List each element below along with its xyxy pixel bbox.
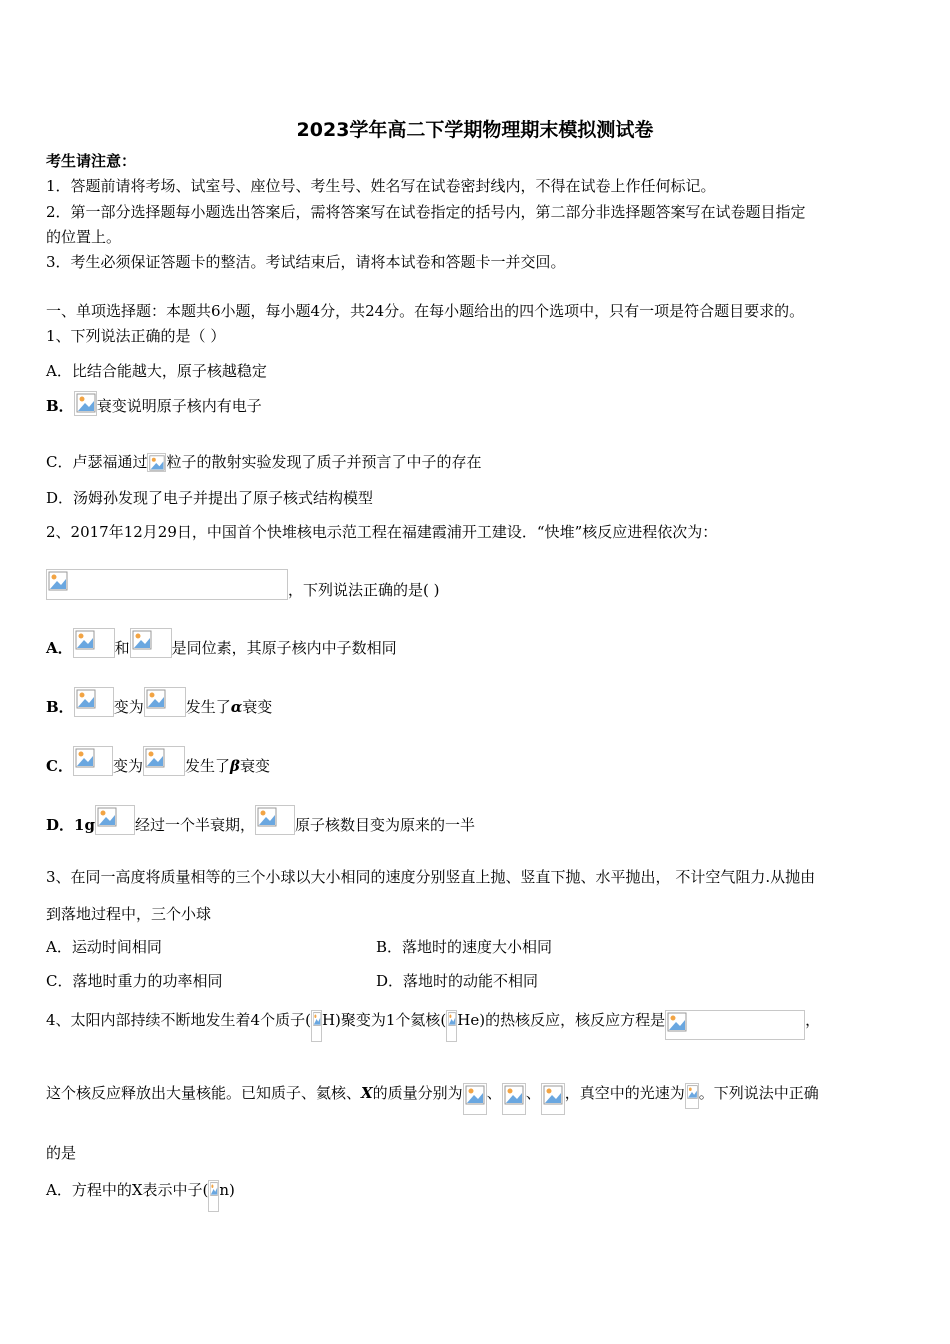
alpha-symbol: α — [230, 698, 243, 716]
q2-stem2: ，下列说法正确的是( ) — [288, 581, 440, 599]
broken-image-icon — [74, 391, 97, 416]
q4-s2c: ，真空中的光速为 — [564, 1084, 685, 1102]
notice-item-1: 1．答题前请将考场、试室号、座位号、考生号、姓名写在试卷密封线内，不得在试卷上作任何标记。 — [46, 177, 716, 195]
formula-image — [143, 746, 185, 776]
x-symbol: X — [361, 1084, 373, 1102]
q4-a-text: A．方程中的X表示中子( — [46, 1181, 209, 1199]
q4-s1c: He)的热核反应，核反应方程是 — [457, 1011, 666, 1029]
equation-image — [46, 569, 288, 600]
q1-c-label: C．卢瑟福通过 — [46, 453, 148, 471]
formula-image — [541, 1083, 565, 1115]
q1-stem: 1、下列说法正确的是（ ） — [46, 327, 226, 345]
q4-option-a — [46, 1180, 235, 1212]
q4-stem-3: 的是 — [46, 1144, 77, 1162]
q2-option-b — [46, 687, 272, 717]
q1-option-a: A．比结合能越大，原子核越稳定 — [46, 362, 267, 380]
q4-s1: 4、太阳内部持续不断地发生着4个质子( — [46, 1011, 311, 1029]
q2-c-end: 衰变 — [239, 757, 270, 775]
q2-equation-line — [46, 569, 439, 600]
formula-image — [130, 628, 172, 658]
formula-image — [255, 805, 295, 835]
q4-s2b: 的质量分别为 — [372, 1084, 463, 1102]
formula-image — [73, 628, 115, 658]
q2-d-text: 原子核数目变为原来的一半 — [294, 816, 475, 834]
q4-s2d: 。下列说法中正确 — [698, 1084, 819, 1102]
notice-heading: 考生请注意： — [46, 152, 137, 170]
notice-item-2a: 2．第一部分选择题每小题选出答案后，需将答案写在试卷指定的括号内，第二部分非选择题答案写在试卷题目指定 — [46, 203, 806, 221]
formula-image — [685, 1083, 699, 1109]
q3-stem-1: 3、在同一高度将质量相等的三个小球以大小相同的速度分别竖直上抛、竖直下抛、水平抛出， 不计空气阻力.从抛由 — [46, 868, 816, 886]
q1-option-d: D．汤姆孙发现了电子并提出了原子核式结构模型 — [46, 489, 374, 507]
formula-image — [502, 1083, 526, 1115]
q2-a-text: 是同位素，其原子核内中子数相同 — [171, 639, 397, 657]
q2-d-mid: 经过一个半衰期， — [134, 816, 255, 834]
q1-c-text: 粒子的散射实验发现了质子并预言了中子的存在 — [166, 453, 482, 471]
q2-a-mid: 和 — [114, 639, 130, 657]
formula-image — [95, 805, 135, 835]
beta-symbol: β — [229, 757, 240, 775]
q2-b-text: 发生了 — [185, 698, 231, 716]
formula-image — [144, 687, 186, 717]
q2-c-label: C． — [46, 757, 73, 775]
section-heading: 一、单项选择题：本题共6小题，每小题4分，共24分。在每小题给出的四个选项中，只有一项是符合题目要求的。 — [46, 302, 805, 320]
formula-image — [446, 1010, 457, 1042]
q3-option-c: C．落地时重力的功率相同 — [46, 972, 223, 990]
broken-image-icon — [147, 453, 166, 472]
q2-option-a — [46, 628, 397, 658]
formula-image — [463, 1083, 487, 1115]
q2-b-mid: 变为 — [113, 698, 144, 716]
formula-image — [311, 1010, 322, 1042]
q4-s1d: ， — [805, 1011, 821, 1029]
q4-a-end: n) — [219, 1181, 235, 1199]
q3-option-b: B．落地时的速度大小相同 — [376, 938, 553, 956]
formula-image — [74, 687, 114, 717]
page-title: 2023学年高二下学期物理期末模拟测试卷 — [296, 119, 654, 141]
q4-stem-1 — [46, 1010, 820, 1042]
q4-sep2: 、 — [525, 1084, 541, 1102]
notice-item-3: 3．考生必须保证答题卡的整洁。考试结束后，请将本试卷和答题卡一并交回。 — [46, 253, 566, 271]
q2-c-mid: 变为 — [112, 757, 143, 775]
q1-option-b — [46, 391, 262, 416]
notice-item-2b: 的位置上。 — [46, 228, 122, 246]
q4-s2a: 这个核反应释放出大量核能。已知质子、氦核、 — [46, 1084, 362, 1102]
q3-stem-2: 到落地过程中，三个小球 — [46, 905, 212, 923]
q4-sep1: 、 — [486, 1084, 502, 1102]
q2-d-mass: 1g — [74, 816, 95, 834]
equation-image — [665, 1010, 805, 1040]
q2-b-end: 衰变 — [242, 698, 273, 716]
q3-option-d: D．落地时的动能不相同 — [376, 972, 539, 990]
q1-b-text: 衰变说明原子核内有电子 — [96, 397, 262, 415]
q2-option-c — [46, 746, 270, 776]
q2-c-text: 发生了 — [184, 757, 230, 775]
formula-image — [73, 746, 113, 776]
q2-option-d — [46, 805, 475, 835]
q1-b-label: B． — [46, 397, 74, 415]
q3-option-a: A．运动时间相同 — [46, 938, 162, 956]
q1-option-c — [46, 452, 482, 472]
formula-image — [208, 1180, 219, 1212]
q4-s1b: H)聚变为1个氦核( — [321, 1011, 447, 1029]
q2-d-label: D． — [46, 816, 75, 834]
q2-stem: 2、2017年12月29日，中国首个快堆核电示范工程在福建霞浦开工建设．“快堆”核反应进程依次为： — [46, 523, 718, 541]
q2-b-label: B． — [46, 698, 74, 716]
q2-a-label: A． — [46, 639, 73, 657]
q4-stem-2 — [46, 1083, 819, 1115]
